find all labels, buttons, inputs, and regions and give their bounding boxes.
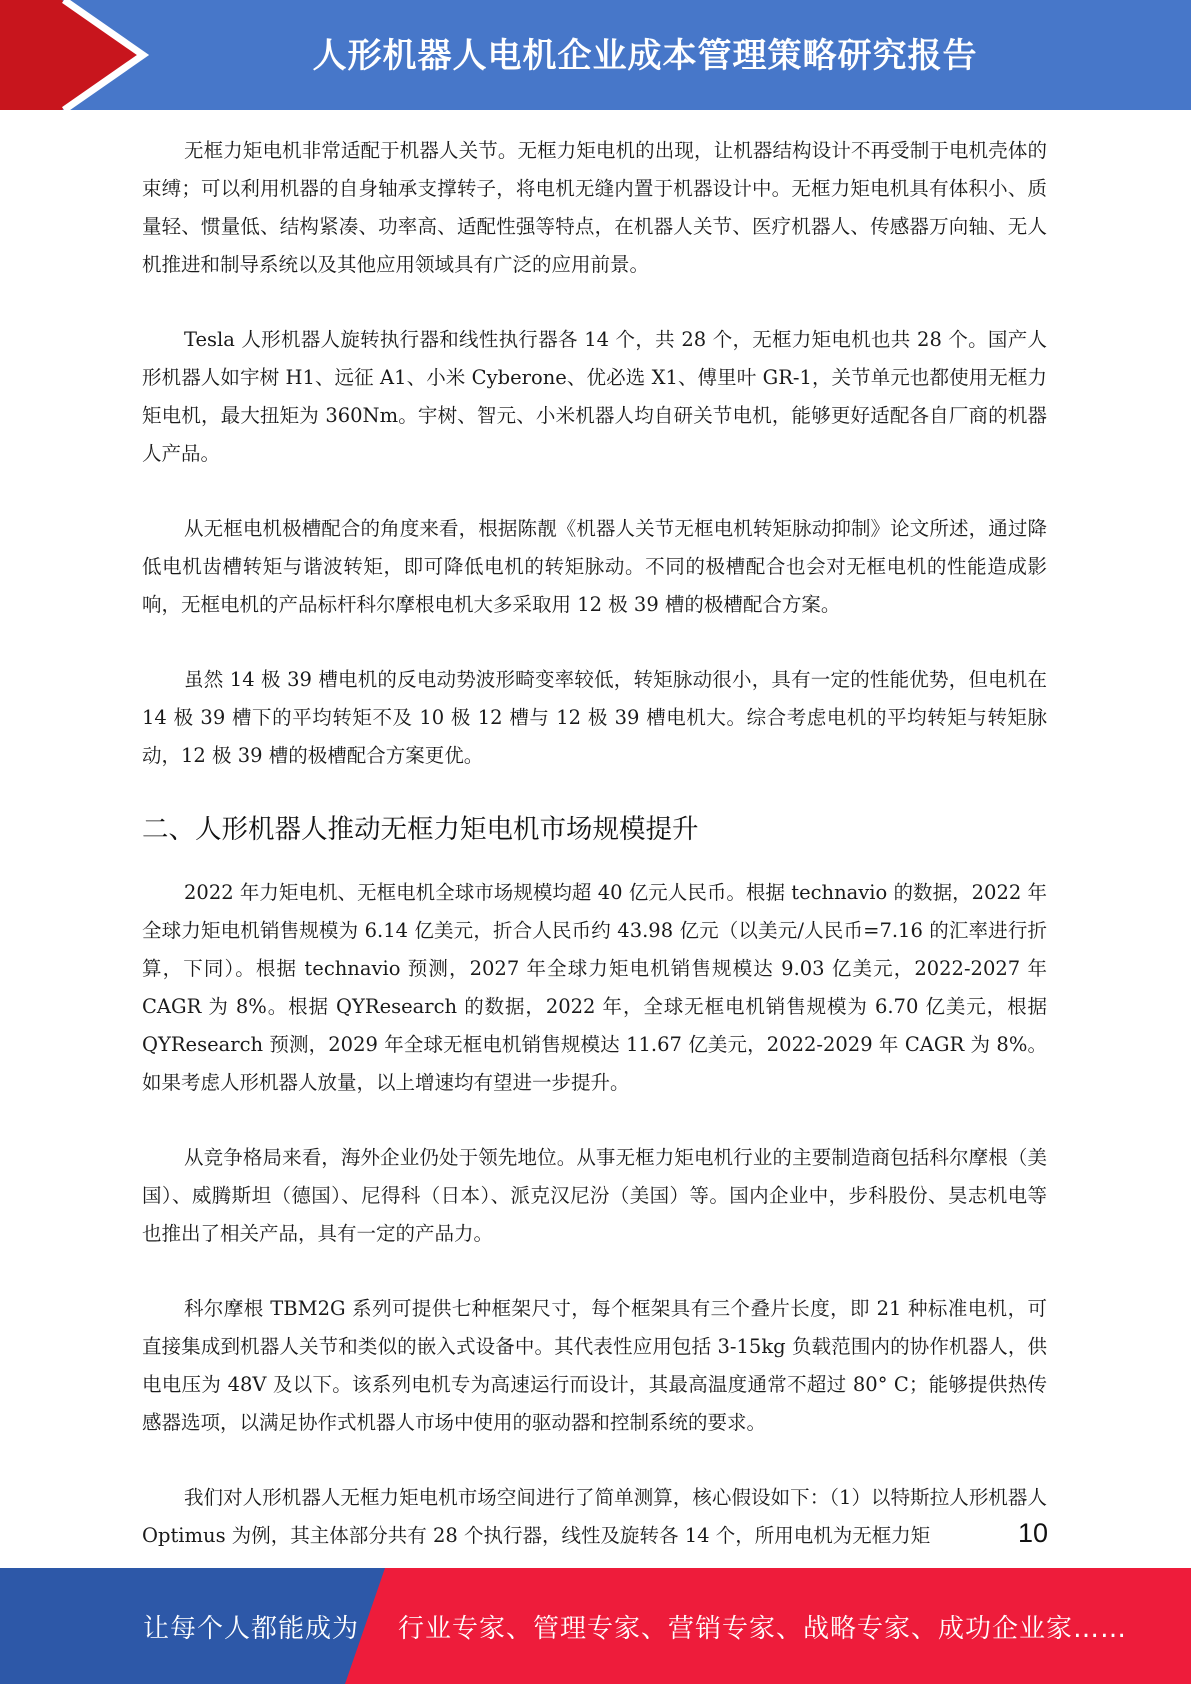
header-red-arrow — [0, 0, 140, 110]
footer-slogan-left: 让每个人都能成为 — [143, 1613, 360, 1644]
paragraph: 无框力矩电机非常适配于机器人关节。无框力矩电机的出现，让机器结构设计不再受制于电机壳体的束缚；可以利用机器的自身轴承支撑转子，将电机无缝内置于机器设计中。无框力矩电机具有体积小、质量轻、惯量低、结构紧凑、功率高、适配性强等特点，在机器人关节、医疗机器人、传感器万向轴、无人机推进和制导系统以及其他应用领域具有广泛的应用前景。 — [142, 139, 1047, 276]
footer-slogan-right: 行业专家、管理专家、营销专家、战略专家、成功企业家…… — [398, 1613, 1128, 1644]
paragraph: 从无框电机极槽配合的角度来看，根据陈靓《机器人关节无框电机转矩脉动抑制》论文所述，通过降低电机齿槽转矩与谐波转矩，即可降低电机的转矩脉动。不同的极槽配合也会对无框电机的性能造成影响，无框电机的产品标杆科尔摩根电机大多采取用 12 极 39 槽的极槽配合方案。 — [142, 517, 1047, 616]
paragraph: 我们对人形机器人无框力矩电机市场空间进行了简单测算，核心假设如下：（1）以特斯拉人形机器人 Optimus 为例，其主体部分共有 28 个执行器，线性及旋转各 14 个，所用电机为无框力矩 — [142, 1486, 1047, 1547]
paragraph: 科尔摩根 TBM2G 系列可提供七种框架尺寸，每个框架具有三个叠片长度，即 21 种标准电机，可直接集成到机器人关节和类似的嵌入式设备中。其代表性应用包括 3-15kg 负载范围内的协作机器人，供电电压为 48V 及以下。该系列电机专为高速运行而设计，其最高温度通常不超过 80° C；能够提供热传感器选项，以满足协作式机器人市场中使用的驱动器和控制系统的要求。 — [142, 1297, 1047, 1434]
document-body — [142, 132, 1047, 1592]
paragraph: 2022 年力矩电机、无框电机全球市场规模均超 40 亿元人民币。根据 technavio 的数据，2022 年全球力矩电机销售规模为 6.14 亿美元，折合人民币约 43.98 亿元（以美元/人民币=7.16 的汇率进行折算，下同）。根据 technavio 预测，2027 年全球力矩电机销售规模达 9.03 亿美元，2022-2027 年 CAGR 为 8%。根据 QYResearch 的数据，2022 年，全球无框电机销售规模为 6.70 亿美元，根据 QYResearch 预测，2029 年全球无框电机销售规模达 11.67 亿美元，2022-2029 年 CAGR 为 8%。如果考虑人形机器人放量，以上增速均有望进一步提升。 — [142, 881, 1047, 1094]
page-number: 10 — [1017, 1518, 1048, 1548]
document-title: 人形机器人电机企业成本管理策略研究报告 — [312, 35, 978, 76]
paragraph: 从竞争格局来看，海外企业仍处于领先地位。从事无框力矩电机行业的主要制造商包括科尔摩根（美国）、威腾斯坦（德国）、尼得科（日本）、派克汉尼汾（美国）等。国内企业中，步科股份、昊志机电等也推出了相关产品，具有一定的产品力。 — [142, 1146, 1047, 1245]
section-heading: 二、人形机器人推动无框力矩电机市场规模提升 — [142, 814, 699, 845]
paragraph: Tesla 人形机器人旋转执行器和线性执行器各 14 个，共 28 个，无框力矩电机也共 28 个。国产人形机器人如宇树 H1、远征 A1、小米 Cyberone、优必选 X1、傅里叶 GR-1，关节单元也都使用无框力矩电机，最大扭矩为 360Nm。宇树、智元、小米机器人均自研关节电机，能够更好适配各自厂商的机器人产品。 — [142, 328, 1047, 465]
paragraph: 虽然 14 极 39 槽电机的反电动势波形畸变率较低，转矩脉动很小，具有一定的性能优势，但电机在 14 极 39 槽下的平均转矩不及 10 极 12 槽与 12 极 39 槽电机大。综合考虑电机的平均转矩与转矩脉动，12 极 39 槽的极槽配合方案更优。 — [142, 668, 1047, 767]
